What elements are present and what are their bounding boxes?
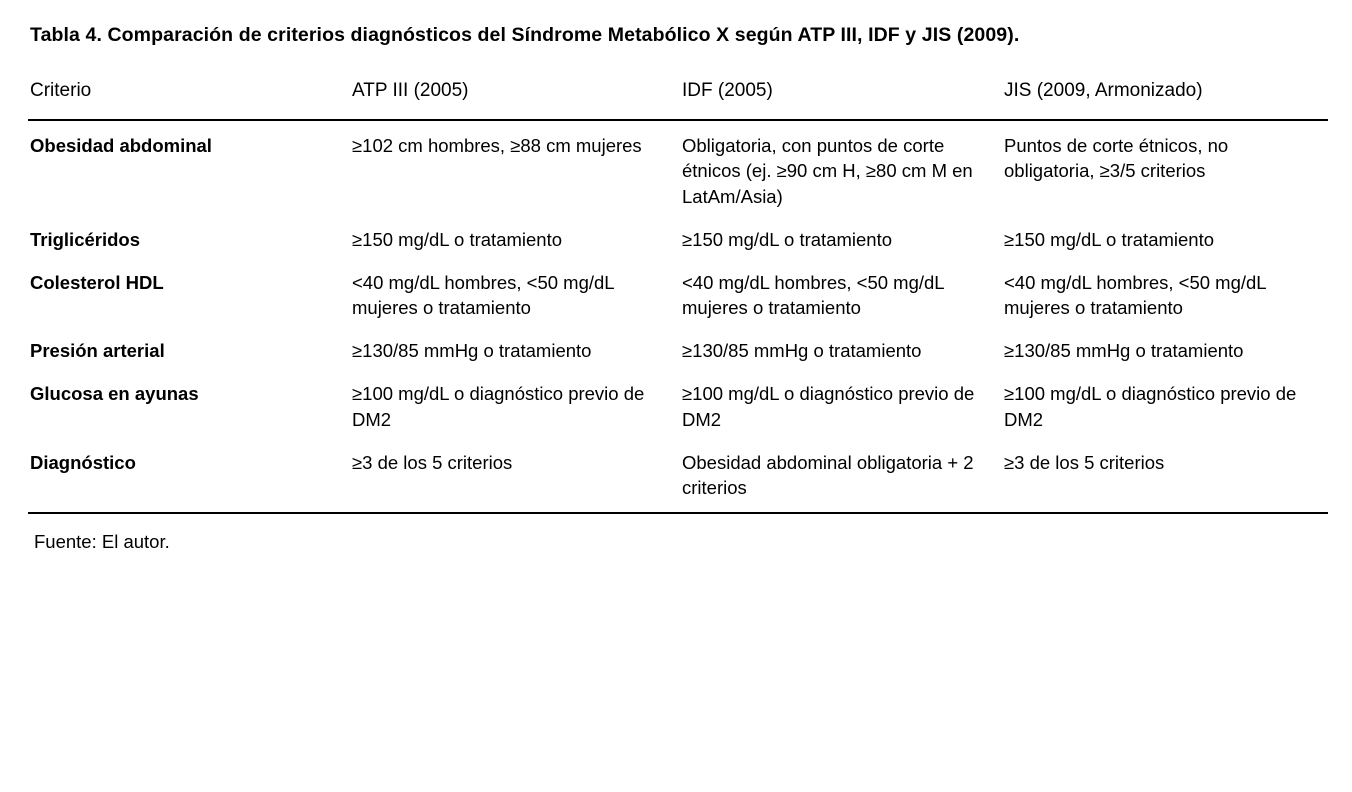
table-row <box>28 372 1328 440</box>
column-header-criterio: Criterio <box>28 76 350 121</box>
row-label: Glucosa en ayunas <box>30 383 199 405</box>
column-header-idf: IDF (2005) <box>680 76 1002 121</box>
row-label: Colesterol HDL <box>30 271 164 293</box>
table-row <box>28 441 1328 513</box>
table-caption: Tabla 4. Comparación de criterios diagnósticos del Síndrome Metabólico X según ATP III, IDF y JIS (2009). <box>30 24 1020 46</box>
cell-jis: <40 mg/dL hombres, <50 mg/dL mujeres o tratamiento <box>1004 271 1266 319</box>
table-row <box>28 120 1328 217</box>
cell-atp: ≥102 cm hombres, ≥88 cm mujeres <box>352 135 642 157</box>
row-label: Triglicéridos <box>30 228 141 250</box>
cell-atp: ≥3 de los 5 criterios <box>350 441 680 513</box>
table-row <box>28 329 1328 372</box>
table-body <box>28 120 1328 513</box>
cell-atp: ≥100 mg/dL o diagnóstico previo de DM2 <box>352 383 645 430</box>
comparison-table <box>28 76 1328 514</box>
column-header-atp: ATP III (2005) <box>350 76 680 121</box>
table-header <box>28 76 1328 121</box>
row-label: Presión arterial <box>30 340 165 362</box>
cell-jis: ≥100 mg/dL o diagnóstico previo de DM2 <box>1004 383 1297 430</box>
cell-jis: ≥3 de los 5 criterios <box>1002 441 1328 513</box>
cell-idf: ≥130/85 mmHg o tratamiento <box>682 340 922 362</box>
row-label: Diagnóstico <box>28 441 350 513</box>
cell-idf: <40 mg/dL hombres, <50 mg/dL mujeres o tratamiento <box>682 271 944 319</box>
cell-idf: Obesidad abdominal obligatoria + 2 criterios <box>680 441 1002 513</box>
cell-atp: ≥150 mg/dL o tratamiento <box>352 228 563 250</box>
cell-idf: ≥150 mg/dL o tratamiento <box>682 228 893 250</box>
table-row <box>28 261 1328 329</box>
table-header-row <box>28 76 1328 121</box>
cell-atp: ≥130/85 mmHg o tratamiento <box>352 340 592 362</box>
row-label: Obesidad abdominal <box>30 135 212 157</box>
cell-jis: Puntos de corte étnicos, no obligatoria, ≥3/5 criterios <box>1004 135 1229 182</box>
column-header-jis: JIS (2009, Armonizado) <box>1002 76 1328 121</box>
cell-idf: ≥100 mg/dL o diagnóstico previo de DM2 <box>682 383 975 430</box>
cell-jis: ≥150 mg/dL o tratamiento <box>1004 228 1215 250</box>
cell-jis: ≥130/85 mmHg o tratamiento <box>1004 340 1244 362</box>
table-source: Fuente: El autor. <box>34 531 170 553</box>
cell-idf: Obligatoria, con puntos de corte étnicos (ej. ≥90 cm H, ≥80 cm M en LatAm/Asia) <box>682 135 973 207</box>
table-row <box>28 218 1328 261</box>
cell-atp: <40 mg/dL hombres, <50 mg/dL mujeres o tratamiento <box>352 271 614 319</box>
